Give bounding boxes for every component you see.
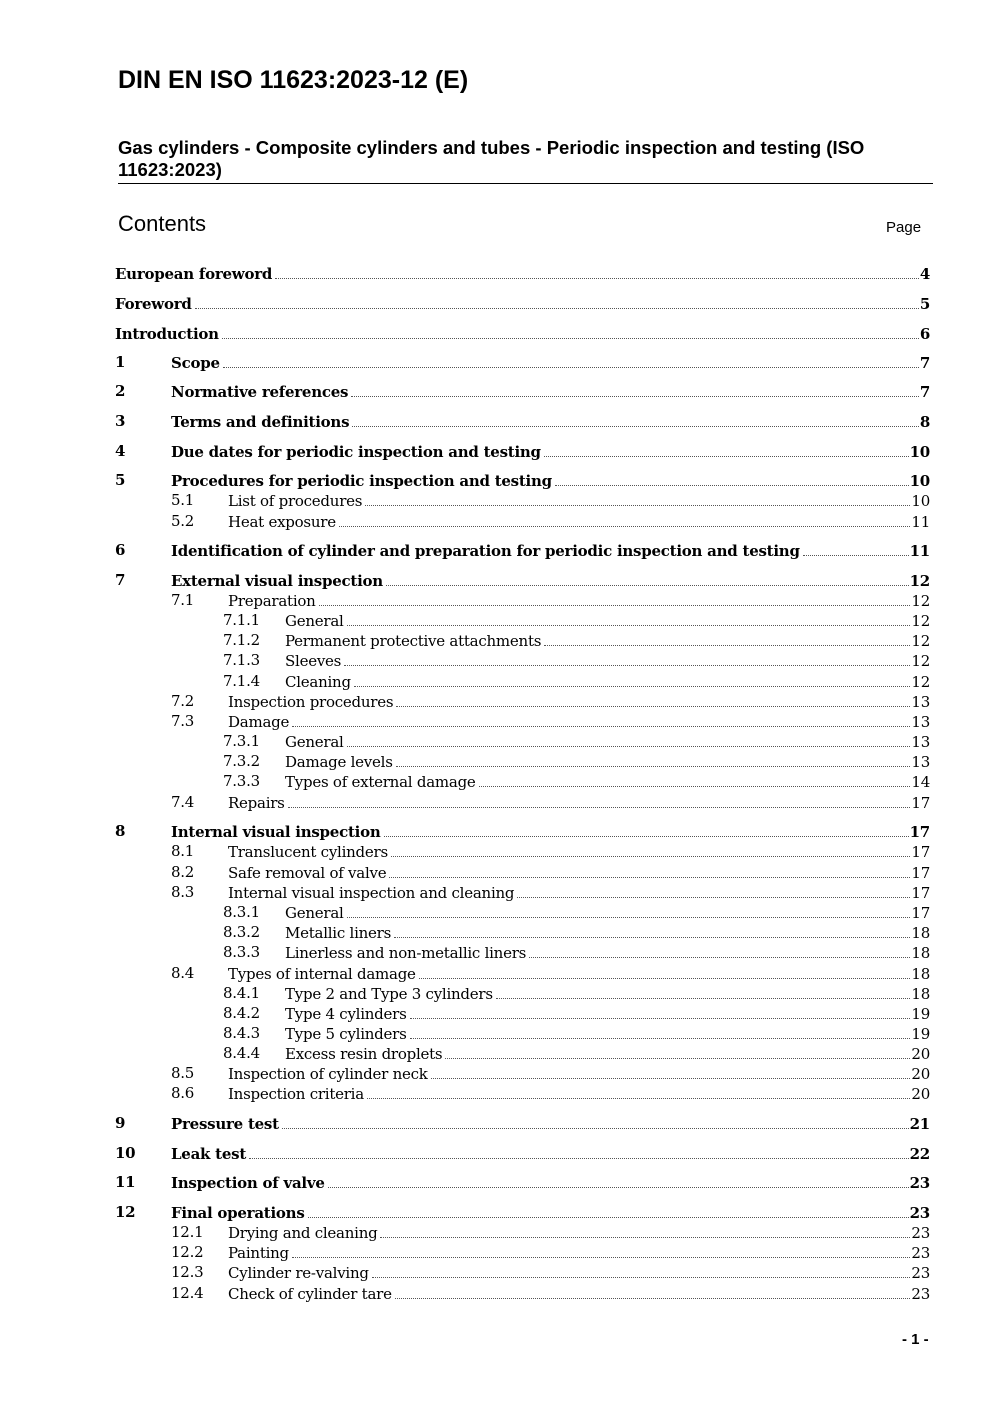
toc-entry-number: 5.1 [171,491,195,509]
toc-entry-page: 13 [911,753,930,771]
toc-entry-number: 8.3.1 [223,903,260,921]
toc-entry[interactable] [115,691,930,712]
document-subtitle: Gas cylinders - Composite cylinders and tubes - Periodic inspection and testing (ISO 11623:2023) [118,137,933,184]
toc-entry[interactable] [115,1023,930,1044]
toc-entry[interactable] [115,1063,930,1084]
dot-leader [396,691,910,707]
toc-entry-number: 7.3 [171,712,195,730]
toc-entry-title: Foreword [115,295,192,313]
toc-entry-number: 4 [115,442,126,460]
toc-entry[interactable] [115,352,930,373]
toc-entry[interactable] [115,1222,930,1243]
toc-entry-page: 18 [911,924,930,942]
toc-entry-page: 14 [911,773,930,791]
toc-entry-number: 8.2 [171,863,195,881]
dot-leader [339,511,911,527]
toc-entry-number: 7.2 [171,692,195,710]
toc-entry-title: Pressure test [171,1115,279,1133]
toc-entry[interactable] [115,1283,930,1304]
toc-entry[interactable] [115,441,930,462]
toc-entry-page: 20 [911,1085,930,1103]
dot-leader [282,1113,909,1129]
toc-entry[interactable] [115,963,930,984]
toc-entry-title: Terms and definitions [171,413,350,431]
dot-leader [372,1262,911,1278]
toc-entry-number: 5.2 [171,512,195,530]
dot-leader [410,1003,911,1019]
dot-leader [275,263,919,279]
toc-entry-page: 23 [911,1264,930,1282]
dot-leader [394,922,910,938]
toc-entry-number: 5 [115,471,126,489]
toc-entry-page: 23 [909,1174,930,1192]
toc-entry-page: 17 [911,843,930,861]
dot-leader [479,771,911,787]
toc-entry[interactable] [115,323,930,344]
toc-entry-title: Damage [228,713,290,731]
toc-entry-number: 3 [115,412,126,430]
dot-leader [555,470,909,486]
dot-leader [223,352,919,368]
toc-entry-page: 12 [911,592,930,610]
page-column-label: Page [886,219,922,236]
toc-entry[interactable] [115,771,930,792]
toc-entry[interactable] [115,711,930,732]
toc-entry-title: Introduction [115,325,219,343]
dot-leader [529,942,910,958]
toc-entry-number: 7.1.4 [223,672,260,690]
toc-entry-number: 8.4.2 [223,1004,260,1022]
toc-entry-number: 12 [115,1203,136,1221]
toc-entry-number: 7.1 [171,591,195,609]
toc-entry-number: 8.4.4 [223,1044,260,1062]
toc-entry-title: Inspection criteria [228,1085,364,1103]
toc-entry-number: 7.3.2 [223,752,260,770]
dot-leader [544,630,910,646]
dot-leader [249,1143,909,1159]
toc-entry[interactable] [115,751,930,772]
toc-entry-title: Internal visual inspection [171,823,381,841]
toc-entry-title: Drying and cleaning [228,1224,378,1242]
dot-leader [544,441,909,457]
toc-entry-title: Excess resin droplets [285,1045,443,1063]
toc-entry-number: 10 [115,1144,136,1162]
toc-entry[interactable] [115,1043,930,1064]
toc-entry[interactable] [115,511,930,532]
toc-entry-title: Inspection procedures [228,693,394,711]
toc-entry[interactable] [115,1083,930,1104]
toc-entry-page: 7 [919,354,930,372]
toc-entry-number: 12.4 [171,1284,204,1302]
toc-entry[interactable] [115,610,930,631]
dot-leader [328,1172,909,1188]
toc-entry[interactable] [115,902,930,923]
dot-leader [410,1023,911,1039]
toc-entry[interactable] [115,570,930,591]
toc-entry-number: 7.3.1 [223,732,260,750]
toc-entry-page: 12 [911,612,930,630]
toc-entry-page: 23 [911,1244,930,1262]
toc-entry[interactable] [115,381,930,402]
toc-entry[interactable] [115,1262,930,1283]
dot-leader [389,862,910,878]
toc-entry-page: 17 [911,884,930,902]
toc-entry-number: 8.3.3 [223,943,260,961]
dot-leader [445,1043,910,1059]
toc-entry-number: 8.1 [171,842,195,860]
toc-entry-number: 7.1.3 [223,651,260,669]
dot-leader [344,650,910,666]
toc-entry-page: 23 [909,1204,930,1222]
toc-entry-page: 12 [911,673,930,691]
toc-entry-number: 7.1.1 [223,611,260,629]
dot-leader [292,711,910,727]
toc-entry-number: 7.4 [171,793,195,811]
toc-entry[interactable] [115,470,930,491]
toc-entry[interactable] [115,1003,930,1024]
toc-entry[interactable] [115,983,930,1004]
toc-entry-page: 17 [909,823,930,841]
toc-entry-page: 7 [919,383,930,401]
toc-entry-page: 10 [909,443,930,461]
toc-entry-number: 11 [115,1173,136,1191]
toc-entry-page: 18 [911,965,930,983]
toc-entry[interactable] [115,882,930,903]
document-title: DIN EN ISO 11623:2023-12 (E) [118,66,469,94]
dot-leader [222,323,919,339]
toc-entry-title: Linerless and non-metallic liners [285,944,527,962]
toc-entry-title: Type 4 cylinders [285,1005,407,1023]
toc-entry-title: Inspection of valve [171,1174,325,1192]
toc-entry[interactable] [115,630,930,651]
dot-leader [319,590,911,606]
toc-entry-title: Due dates for periodic inspection and testing [171,443,541,461]
toc-entry-title: Heat exposure [228,513,336,531]
toc-entry-page: 12 [909,572,930,590]
toc-entry-number: 1 [115,353,126,371]
toc-entry-number: 12.3 [171,1263,204,1281]
dot-leader [496,983,911,999]
toc-entry-number: 2 [115,382,126,400]
toc-entry[interactable] [115,821,930,842]
toc-entry-title: Type 5 cylinders [285,1025,407,1043]
toc-entry-title: Preparation [228,592,316,610]
toc-entry[interactable] [115,263,930,284]
toc-entry-page: 18 [911,944,930,962]
dot-leader [347,731,911,747]
toc-entry-number: 8.5 [171,1064,195,1082]
toc-entry-page: 19 [911,1005,930,1023]
toc-entry[interactable] [115,942,930,963]
toc-entry-title: Leak test [171,1145,247,1163]
toc-entry-number: 8.3.2 [223,923,260,941]
toc-entry-title: European foreword [115,265,273,283]
toc-entry-number: 6 [115,541,126,559]
toc-entry-number: 8.6 [171,1084,195,1102]
toc-entry[interactable] [115,650,930,671]
toc-entry-title: General [285,904,344,922]
toc-entry-page: 19 [911,1025,930,1043]
toc-entry-page: 6 [919,325,930,343]
toc-entry-page: 12 [911,632,930,650]
toc-entry-title: Types of external damage [285,773,476,791]
dot-leader [386,570,909,586]
dot-leader [367,1083,911,1099]
toc-entry-title: Damage levels [285,753,393,771]
toc-entry-title: Repairs [228,794,285,812]
toc-entry-number: 8 [115,822,126,840]
toc-entry-number: 8.4 [171,964,195,982]
toc-entry-number: 7.3.3 [223,772,260,790]
dot-leader [351,381,919,397]
toc-entry-title: Permanent protective attachments [285,632,542,650]
toc-entry[interactable] [115,1143,930,1164]
toc-entry[interactable] [115,411,930,432]
toc-entry[interactable] [115,490,930,511]
toc-entry[interactable] [115,671,930,692]
toc-entry-number: 7 [115,571,126,589]
dot-leader [517,882,910,898]
toc-entry-page: 4 [919,265,930,283]
toc-entry[interactable] [115,922,930,943]
toc-entry-page: 23 [911,1285,930,1303]
toc-entry[interactable] [115,731,930,752]
dot-leader [195,293,919,309]
dot-leader [288,792,911,808]
toc-entry-number: 7.1.2 [223,631,260,649]
toc-entry-title: Cylinder re-valving [228,1264,369,1282]
toc-entry-number: 8.4.3 [223,1024,260,1042]
toc-entry-title: Sleeves [285,652,342,670]
toc-entry-title: Normative references [171,383,349,401]
toc-entry[interactable] [115,862,930,883]
toc-entry-page: 8 [919,413,930,431]
toc-entry-title: Types of internal damage [228,965,416,983]
toc-entry-page: 10 [909,472,930,490]
dot-leader [308,1202,909,1218]
dot-leader [347,610,911,626]
toc-entry[interactable] [115,1113,930,1134]
toc-entry-page: 10 [911,492,930,510]
dot-leader [347,902,911,918]
toc-entry-page: 21 [909,1115,930,1133]
toc-entry-page: 11 [909,542,930,560]
toc-entry-page: 17 [911,864,930,882]
toc-entry-number: 8.3 [171,883,195,901]
toc-entry[interactable] [115,841,930,862]
dot-leader [292,1242,910,1258]
toc-entry-number: 8.4.1 [223,984,260,1002]
toc-entry[interactable] [115,1202,930,1223]
toc-entry-page: 23 [911,1224,930,1242]
toc-entry-title: Identification of cylinder and preparation for periodic inspection and testing [171,542,800,560]
toc-entry-page: 17 [911,904,930,922]
toc-entry[interactable] [115,293,930,314]
toc-entry-title: Final operations [171,1204,305,1222]
toc-entry-title: General [285,612,344,630]
toc-entry-title: Scope [171,354,220,372]
toc-entry-title: Cleaning [285,673,351,691]
dot-leader [431,1063,911,1079]
toc-entry-page: 11 [911,513,930,531]
dot-leader [396,751,911,767]
toc-entry-title: Inspection of cylinder neck [228,1065,428,1083]
toc-entry-title: Painting [228,1244,289,1262]
toc-entry-title: Metallic liners [285,924,392,942]
toc-entry[interactable] [115,1242,930,1263]
dot-leader [391,841,911,857]
toc-entry-title: General [285,733,344,751]
toc-entry-page: 13 [911,733,930,751]
contents-heading: Contents [118,211,207,236]
dot-leader [803,540,909,556]
toc-entry-title: Translucent cylinders [228,843,388,861]
toc-entry-page: 5 [919,295,930,313]
toc-entry-page: 20 [911,1045,930,1063]
toc-entry-page: 17 [911,794,930,812]
toc-entry-page: 20 [911,1065,930,1083]
dot-leader [354,671,911,687]
toc-entry-title: External visual inspection [171,572,383,590]
toc-entry-number: 12.2 [171,1243,204,1261]
toc-entry-title: Check of cylinder tare [228,1285,392,1303]
toc-entry-page: 22 [909,1145,930,1163]
toc-entry-number: 9 [115,1114,126,1132]
toc-entry-page: 13 [911,713,930,731]
toc-entry[interactable] [115,540,930,561]
dot-leader [419,963,911,979]
toc-entry-number: 12.1 [171,1223,204,1241]
toc-entry-page: 18 [911,985,930,1003]
toc-entry-page: 12 [911,652,930,670]
dot-leader [365,490,910,506]
toc-entry-title: Type 2 and Type 3 cylinders [285,985,493,1003]
toc-entry-title: List of procedures [228,492,363,510]
page-number: - 1 - [902,1331,929,1348]
dot-leader [395,1283,911,1299]
toc-entry-page: 13 [911,693,930,711]
toc-entry[interactable] [115,590,930,611]
toc-entry-title: Internal visual inspection and cleaning [228,884,515,902]
toc-entry[interactable] [115,792,930,813]
toc-entry-title: Safe removal of valve [228,864,387,882]
toc-entry-title: Procedures for periodic inspection and testing [171,472,552,490]
toc-entry[interactable] [115,1172,930,1193]
dot-leader [384,821,909,837]
dot-leader [380,1222,910,1238]
dot-leader [352,411,919,427]
